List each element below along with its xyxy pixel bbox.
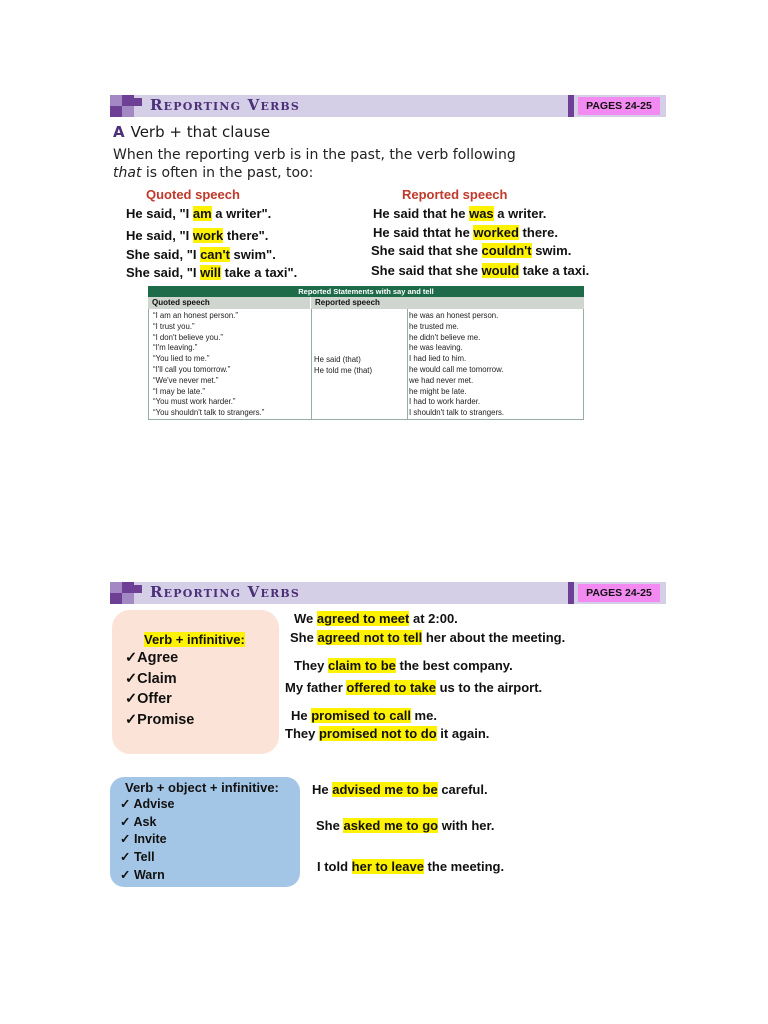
verb-list-item: ✓ Advise — [120, 797, 175, 811]
object-infinitive-example: I told her to leave the meeting. — [317, 859, 505, 874]
table-cell-quoted: “I'll call you tomorrow.” — [153, 365, 231, 374]
verb-list-item: ✓ Tell — [120, 850, 155, 865]
pages-badge: PAGES 24-25 — [578, 97, 660, 115]
box-heading: Verb + infinitive: — [144, 632, 245, 647]
infinitive-example: My father offered to take us to the airport. — [285, 680, 543, 695]
header-square-dark — [110, 106, 122, 117]
table-divider — [311, 309, 312, 420]
object-infinitive-example: He advised me to be careful. — [312, 782, 488, 797]
pages-badge: PAGES 24-25 — [578, 584, 660, 602]
header-divider — [568, 582, 574, 604]
table-cell-quoted: “I'm leaving.” — [153, 343, 198, 353]
quoted-example: She said, "I can't swim". — [126, 247, 276, 262]
table-cell-reported: we had never met. — [409, 375, 474, 385]
verb-list-item: ✓Offer — [125, 691, 172, 707]
table-cell-reported: he was an honest person. — [409, 311, 499, 320]
table-cell-reported: I had lied to him. — [409, 354, 467, 364]
verb-list-item: ✓ Warn — [120, 867, 165, 882]
header-title: Reporting Verbs — [150, 583, 301, 601]
table-cell-reported: he trusted me. — [409, 321, 459, 331]
table-cell-quoted: “I am an honest person.” — [153, 311, 238, 320]
table-cell-quoted: “You must work harder.” — [153, 397, 236, 407]
section-letter: A — [113, 123, 125, 141]
verb-list-item: ✓ Invite — [120, 832, 167, 847]
table-cell-quoted: “I trust you.” — [153, 321, 195, 331]
header-square-light — [122, 593, 134, 604]
table-cell-quoted: “You lied to me.” — [153, 354, 210, 364]
reported-example: He said thtat he worked there. — [373, 225, 558, 240]
verb-list-item: ✓Agree — [125, 650, 179, 666]
verb-list-item: ✓Claim — [125, 670, 177, 687]
infinitive-example: She agreed not to tell her about the meeting. — [290, 630, 566, 645]
header-square-dark — [110, 593, 122, 604]
header-divider — [568, 95, 574, 117]
table-title: Reported Statements with say and tell — [148, 286, 584, 297]
table-cell-quoted: “I don't believe you.” — [153, 332, 223, 342]
intro-line-2: that is often in the past, too: — [113, 165, 314, 181]
table-cell-reported: he didn't believe me. — [409, 332, 481, 342]
intro-text — [113, 146, 583, 182]
header-square-light — [110, 582, 122, 593]
header-square-light — [110, 95, 122, 106]
table-cell-reported: he might be late. — [409, 386, 467, 396]
quoted-example: He said, "I work there". — [126, 228, 269, 243]
quoted-speech-heading: Quoted speech — [146, 187, 240, 202]
header-square-dark — [122, 582, 134, 593]
infinitive-example: We agreed to meet at 2:00. — [294, 611, 458, 626]
table-col-reported: Reported speech — [311, 297, 584, 309]
section-title-text: Verb + that clause — [130, 123, 271, 141]
verb-list-item: ✓Promise — [125, 711, 195, 728]
section-title — [113, 123, 270, 141]
verb-infinitive-box — [112, 610, 279, 754]
intro-line-1: When the reporting verb is in the past, the verb following — [113, 147, 516, 163]
table-cell-reported: he was leaving. — [409, 343, 463, 353]
verb-object-infinitive-box — [110, 777, 300, 887]
header-square-dark — [122, 95, 134, 106]
header-square-light — [122, 106, 134, 117]
infinitive-example: He promised to call me. — [291, 708, 437, 723]
header-square-dark — [134, 98, 142, 106]
table-cell-reported: he would call me tomorrow. — [409, 365, 504, 374]
quoted-example: He said, "I am a writer". — [126, 206, 272, 221]
table-verb-told: He told me (that) — [314, 366, 373, 375]
section2-header-bar — [110, 582, 666, 604]
reported-speech-heading: Reported speech — [402, 187, 508, 202]
table-verb-said: He said (that) — [314, 355, 361, 364]
table-cell-quoted: “I may be late.” — [153, 386, 205, 396]
reported-example: She said that she would take a taxi. — [371, 263, 590, 278]
header-square-dark — [134, 585, 142, 593]
reported-example: She said that she couldn't swim. — [371, 243, 572, 258]
infinitive-example: They promised not to do it again. — [285, 726, 490, 741]
object-infinitive-example: She asked me to go with her. — [316, 818, 495, 833]
table-divider — [407, 309, 408, 420]
table-cell-quoted: “We've never met.” — [153, 375, 219, 385]
section1-header-bar — [110, 95, 666, 117]
box-heading: Verb + object + infinitive: — [125, 780, 279, 795]
table-col-quoted: Quoted speech — [148, 297, 310, 309]
table-cell-reported: I had to work harder. — [409, 397, 481, 407]
quoted-example: She said, "I will take a taxi". — [126, 265, 298, 280]
table-cell-reported: I shouldn't talk to strangers. — [409, 408, 505, 418]
header-title: Reporting Verbs — [150, 96, 301, 114]
table-cell-quoted: “You shouldn't talk to strangers.” — [153, 408, 265, 418]
verb-list-item: ✓ Ask — [120, 814, 157, 829]
infinitive-example: They claim to be the best company. — [294, 658, 513, 673]
reported-example: He said that he was a writer. — [373, 206, 547, 221]
